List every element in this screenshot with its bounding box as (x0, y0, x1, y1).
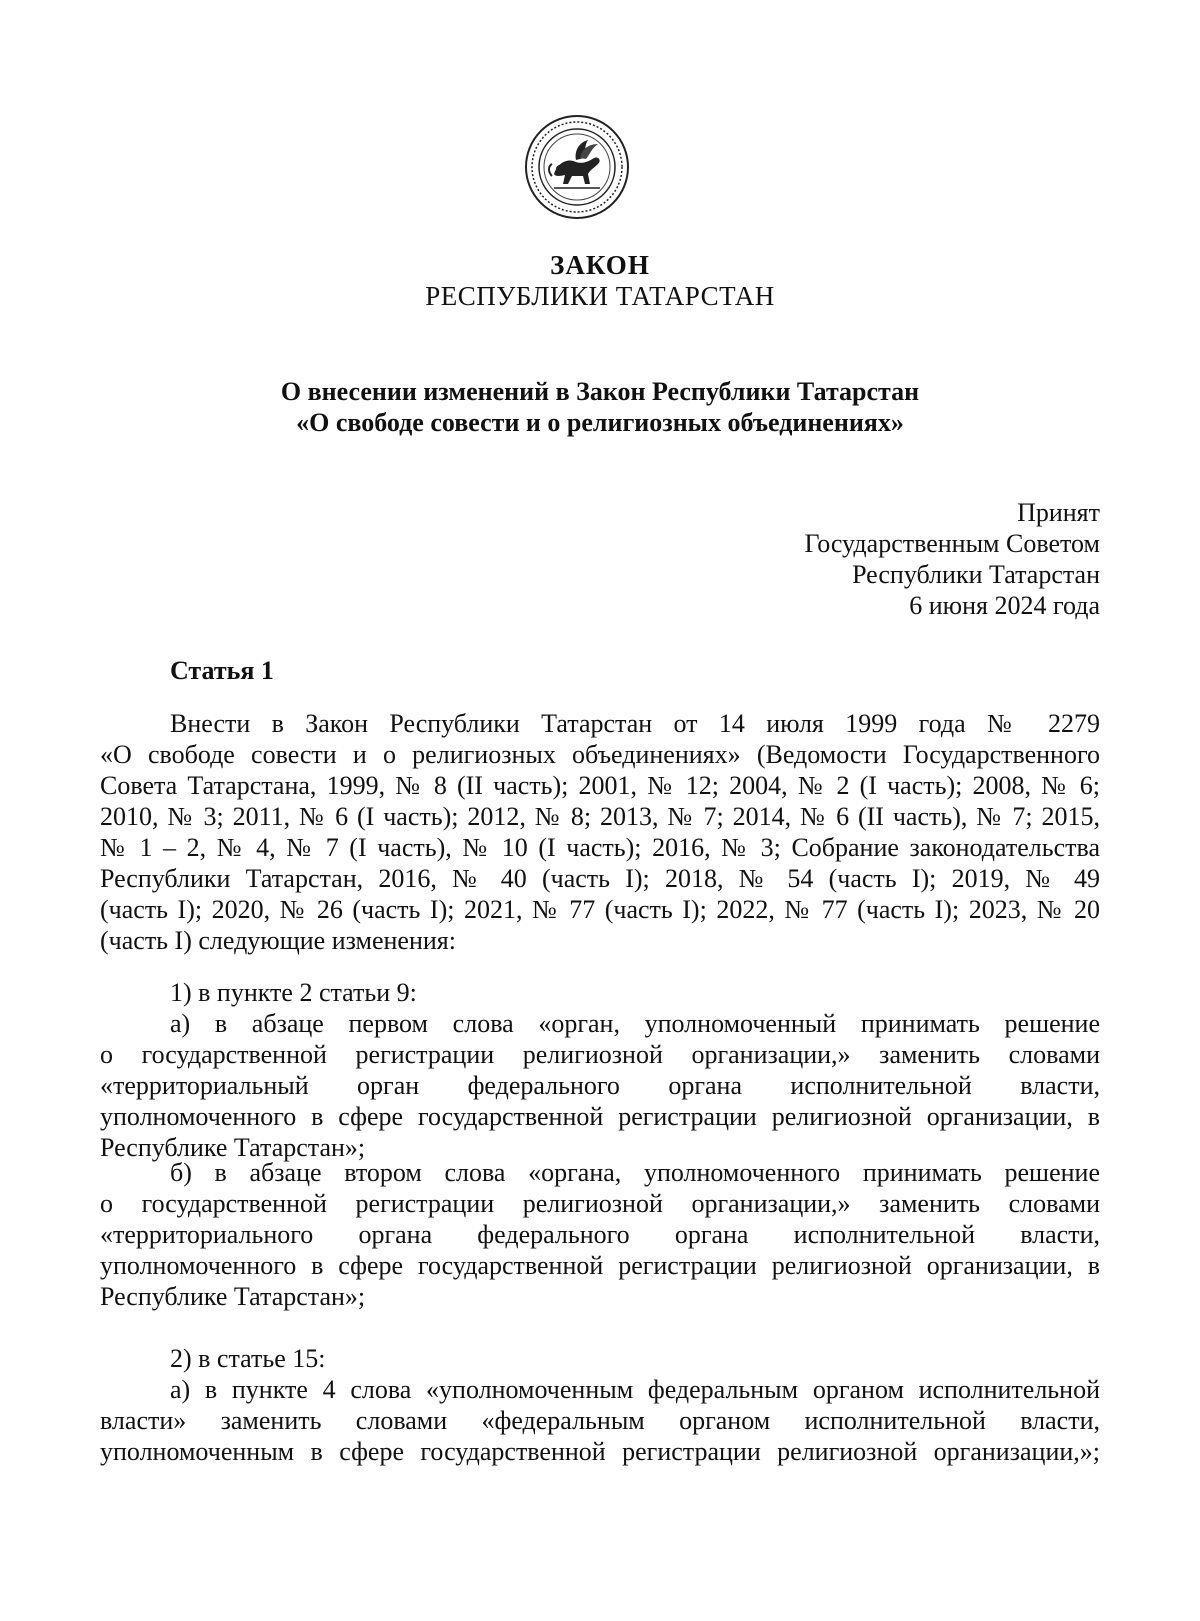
item-1 (100, 977, 1100, 1008)
item-1b-line: о государственной регистрации религиозной организации,» заменить словами (100, 1189, 1100, 1218)
intro-line: Внести в Закон Республики Татарстан от 14 июля 1999 года № 2279 (170, 709, 1100, 738)
item-1a-line: о государственной регистрации религиозной организации,» заменить словами (100, 1040, 1100, 1069)
article-intro-paragraph (100, 708, 1100, 956)
item-2 (100, 1343, 1100, 1374)
adoption-line-2: Государственным Советом (804, 529, 1100, 558)
intro-line: Республики Татарстан, 2016, № 40 (часть I); 2018, № 54 (часть I); 2019, № 49 (100, 864, 1100, 893)
item-1b-line: уполномоченного в сфере государственной регистрации религиозной организации, в (100, 1251, 1100, 1280)
intro-line: «О свободе совести и о религиозных объединениях» (Ведомости Государственного (100, 740, 1100, 769)
heading-line-2: «О свободе совести и о религиозных объединениях» (296, 408, 904, 437)
law-title: ЗАКОН (550, 250, 650, 280)
intro-line: (часть I) следующие изменения: (100, 926, 456, 955)
intro-line: (часть I); 2020, № 26 (часть I); 2021, № 77 (часть I); 2022, № 77 (часть I); 2023, № 20 (100, 895, 1100, 924)
item-1b-paragraph (100, 1157, 1100, 1312)
item-2-label: 2) в статье 15: (170, 1344, 326, 1373)
item-1b-line: Республике Татарстан»; (100, 1282, 366, 1311)
intro-line: № 1 – 2, № 4, № 7 (I часть), № 10 (I часть); 2016, № 3; Собрание законодательства (100, 833, 1100, 862)
item-1a-line: а) в абзаце первом слова «орган, уполномоченный принимать решение (170, 1009, 1100, 1038)
item-2a-line: а) в пункте 4 слова «уполномоченным федеральным органом исполнительной (170, 1375, 1100, 1404)
adoption-block (804, 497, 1100, 621)
item-2a-line: власти» заменить словами «федеральным органом исполнительной власти, (100, 1406, 1100, 1435)
item-1b-line: б) в абзаце втором слова «органа, уполномоченного принимать решение (170, 1158, 1100, 1187)
heading-line-1: О внесении изменений в Закон Республики Татарстан (280, 377, 920, 406)
document-heading (0, 376, 1200, 438)
intro-line: Совета Татарстана, 1999, № 8 (II часть); 2001, № 12; 2004, № 2 (I часть); 2008, № 6; (100, 771, 1100, 800)
item-1a-paragraph (100, 1008, 1100, 1163)
article-title: Статья 1 (170, 656, 274, 685)
item-1b-line: «территориального органа федерального органа исполнительной власти, (100, 1220, 1100, 1249)
tatarstan-coat-of-arms-icon (524, 114, 630, 220)
item-1a-line: уполномоченного в сфере государственной регистрации религиозной организации, в (100, 1102, 1100, 1131)
republic-title: РЕСПУБЛИКИ ТАТАРСТАН (425, 281, 775, 311)
adoption-line-3: Республики Татарстан (852, 560, 1100, 589)
item-1a-line: «территориальный орган федерального органа исполнительной власти, (100, 1071, 1100, 1100)
adoption-date: 6 июня 2024 года (909, 591, 1100, 620)
adoption-line-1: Принят (1017, 498, 1100, 527)
item-1-label: 1) в пункте 2 статьи 9: (170, 978, 417, 1007)
intro-line: 2010, № 3; 2011, № 6 (I часть); 2012, № 8; 2013, № 7; 2014, № 6 (II часть), № 7; 2015, (100, 802, 1100, 831)
item-2a-line: уполномоченным в сфере государственной регистрации религиозной организации,»; (100, 1437, 1100, 1466)
item-1a-line: Республике Татарстан»; (100, 1133, 366, 1162)
item-2a-paragraph (100, 1374, 1100, 1467)
